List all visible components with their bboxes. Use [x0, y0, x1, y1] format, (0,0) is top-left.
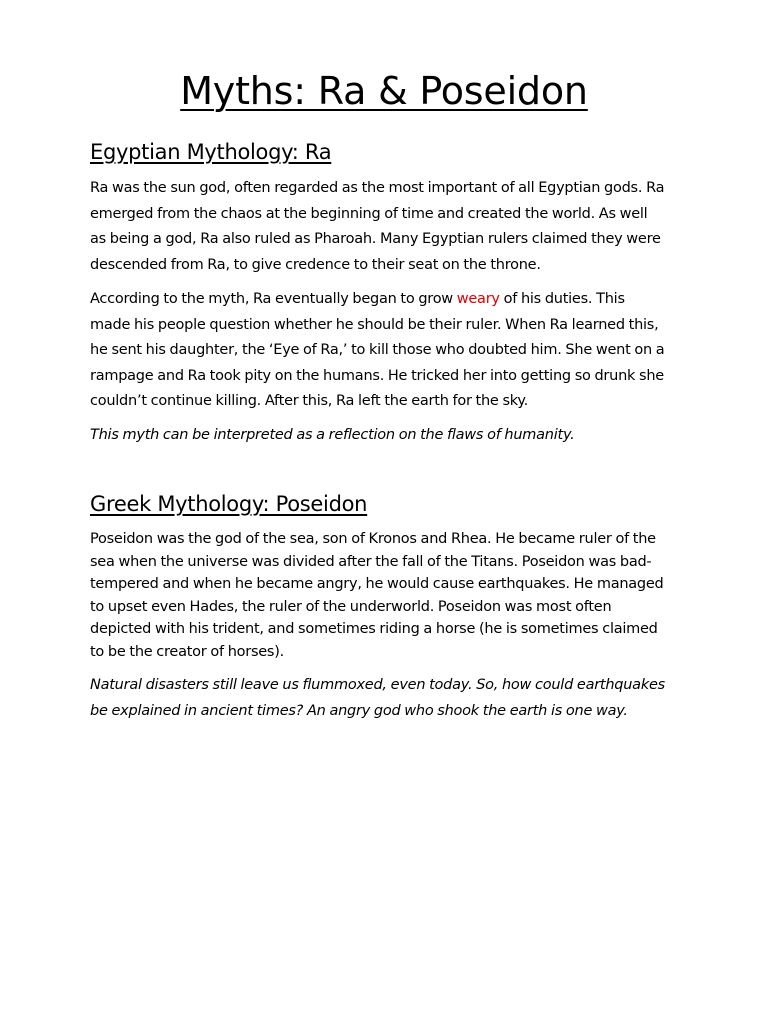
text-line: made his people question whether he should be their ruler. When Ra learned this, — [90, 316, 659, 333]
egyptian-heading: Egyptian Mythology: Ra — [90, 140, 332, 164]
ra-myth-paragraph — [90, 287, 678, 415]
text-line: sea when the universe was divided after the fall of the Titans. Poseidon was bad- — [90, 553, 652, 570]
ra-interpretation-note — [90, 423, 678, 449]
text-line: he sent his daughter, the ‘Eye of Ra,’ to kill those who doubted him. She went on a — [90, 342, 665, 358]
text-segment: According to the myth, Ra eventually began to grow — [90, 291, 457, 307]
poseidon-paragraph — [90, 528, 678, 663]
text-line: descended from Ra, to give credence to their seat on the throne. — [90, 256, 541, 273]
text-line: Poseidon was the god of the sea, son of Kronos and Rhea. He became ruler of the — [90, 531, 656, 547]
text-line: rampage and Ra took pity on the humans. He tricked her into getting so drunk she — [90, 367, 664, 384]
greek-heading: Greek Mythology: Poseidon — [90, 492, 368, 516]
text-line: be explained in ancient times? An angry god who shook the earth is one way. — [90, 702, 628, 719]
text-line: emerged from the chaos at the beginning of time and created the world. As well — [90, 205, 648, 222]
highlighted-word: weary — [456, 291, 500, 307]
ra-intro-paragraph — [90, 176, 678, 278]
text-line — [90, 287, 678, 313]
text-line: Ra was the sun god, often regarded as the most important of all Egyptian gods. Ra — [90, 180, 665, 196]
text-line: Natural disasters still leave us flummoxed, even today. So, how could earthquakes — [90, 677, 665, 693]
text-line: to upset even Hades, the ruler of the underworld. Poseidon was most often — [90, 598, 612, 615]
text-line: This myth can be interpreted as a reflection on the flaws of humanity. — [90, 427, 575, 443]
text-line: tempered and when he became angry, he would cause earthquakes. He managed — [90, 576, 664, 592]
text-segment: of his duties. This — [499, 291, 625, 307]
text-line: depicted with his trident, and sometimes riding a horse (he is sometimes claimed — [90, 621, 658, 637]
page-title: Myths: Ra & Poseidon — [180, 69, 588, 113]
text-line: as being a god, Ra also ruled as Pharoah. Many Egyptian rulers claimed they were — [90, 231, 661, 247]
poseidon-interpretation-note — [90, 673, 678, 724]
text-line: couldn’t continue killing. After this, Ra left the earth for the sky. — [90, 393, 529, 409]
text-line: to be the creator of horses). — [90, 643, 285, 660]
